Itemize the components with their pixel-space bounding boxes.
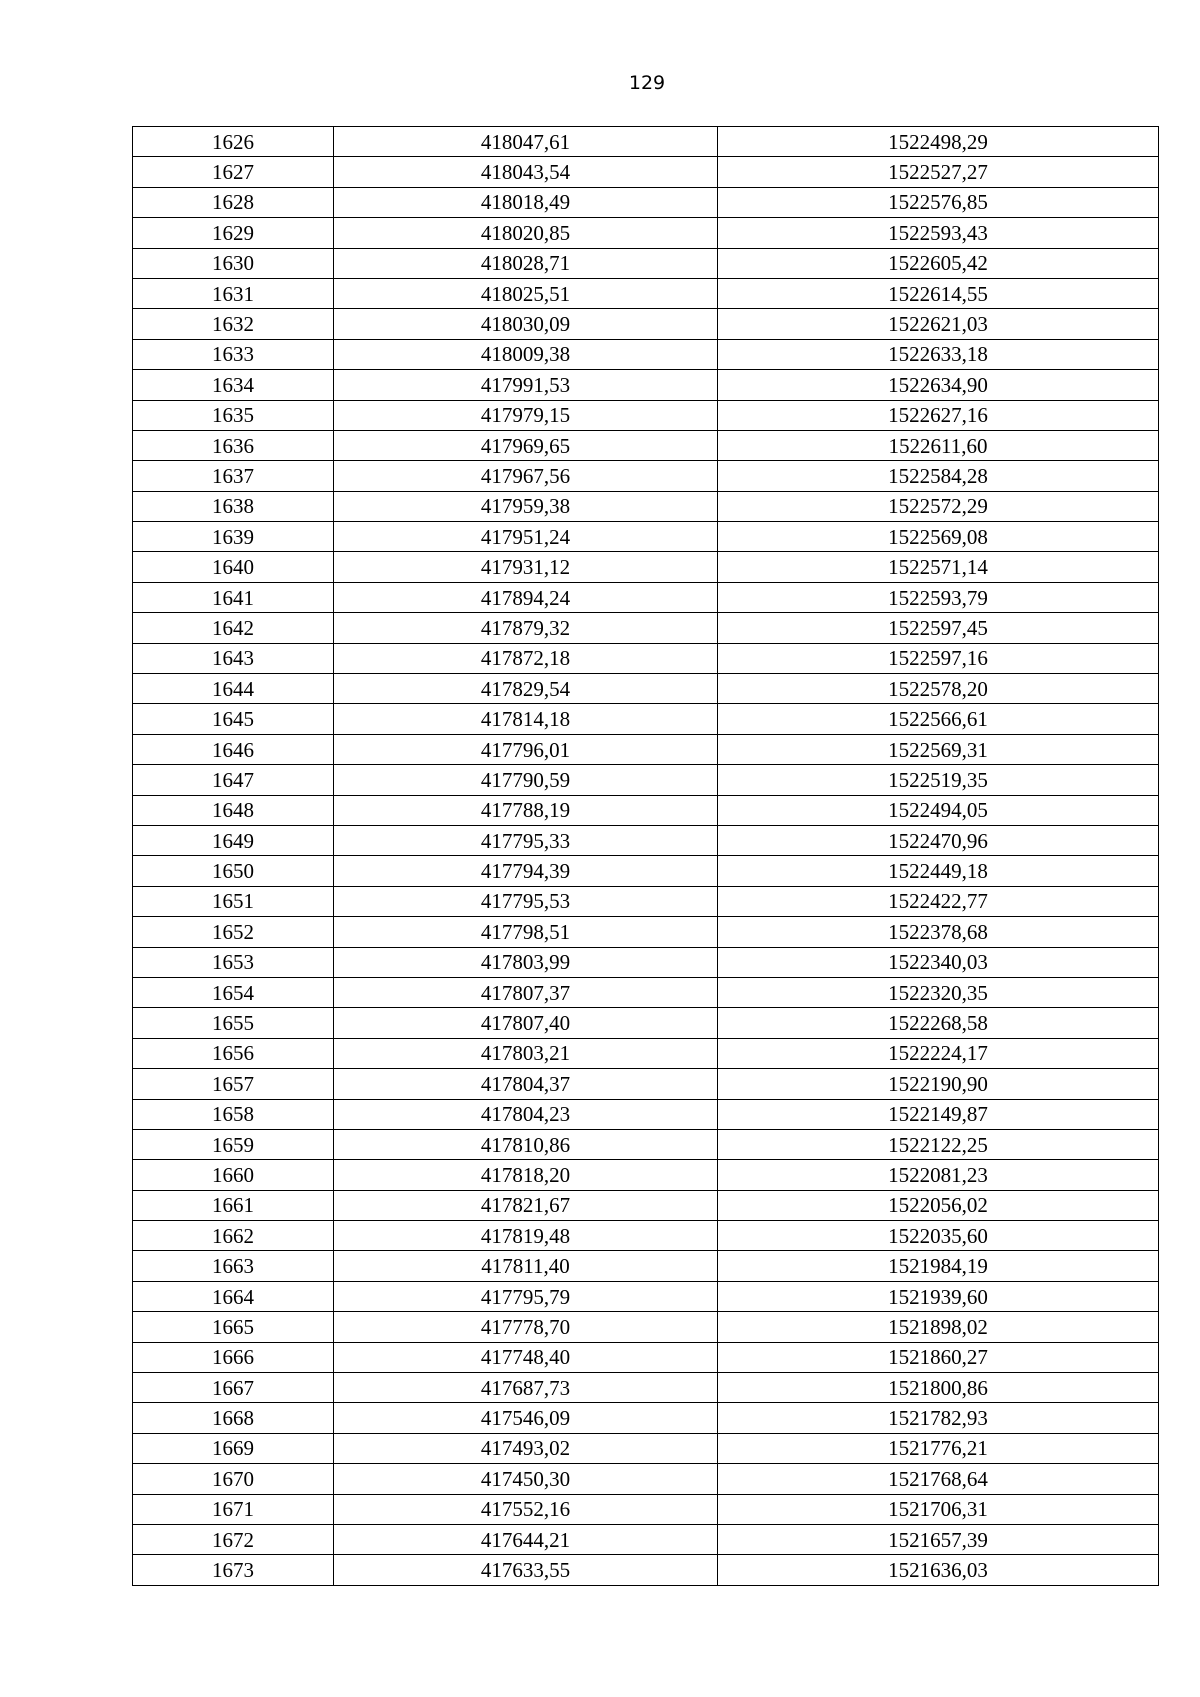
table-row bbox=[133, 1494, 1159, 1524]
x-coordinate-cell: 417810,86 bbox=[334, 1129, 718, 1159]
table-row bbox=[133, 278, 1159, 308]
x-coordinate-cell: 417450,30 bbox=[334, 1464, 718, 1494]
table-row bbox=[133, 248, 1159, 278]
table-row bbox=[133, 370, 1159, 400]
x-coordinate-cell: 417803,21 bbox=[334, 1038, 718, 1068]
y-coordinate-cell: 1521860,27 bbox=[718, 1342, 1159, 1372]
point-number-cell: 1638 bbox=[133, 491, 334, 521]
point-number-cell: 1635 bbox=[133, 400, 334, 430]
point-number-cell: 1665 bbox=[133, 1312, 334, 1342]
point-number-cell: 1669 bbox=[133, 1433, 334, 1463]
point-number-cell: 1652 bbox=[133, 917, 334, 947]
table-row bbox=[133, 1433, 1159, 1463]
table-row bbox=[133, 825, 1159, 855]
y-coordinate-cell: 1522340,03 bbox=[718, 947, 1159, 977]
y-coordinate-cell: 1521782,93 bbox=[718, 1403, 1159, 1433]
x-coordinate-cell: 417894,24 bbox=[334, 582, 718, 612]
y-coordinate-cell: 1521776,21 bbox=[718, 1433, 1159, 1463]
table-row bbox=[133, 1555, 1159, 1585]
y-coordinate-cell: 1521768,64 bbox=[718, 1464, 1159, 1494]
y-coordinate-cell: 1522566,61 bbox=[718, 704, 1159, 734]
y-coordinate-cell: 1522224,17 bbox=[718, 1038, 1159, 1068]
point-number-cell: 1649 bbox=[133, 825, 334, 855]
y-coordinate-cell: 1522569,08 bbox=[718, 522, 1159, 552]
y-coordinate-cell: 1522627,16 bbox=[718, 400, 1159, 430]
table-row bbox=[133, 461, 1159, 491]
point-number-cell: 1644 bbox=[133, 674, 334, 704]
table-row bbox=[133, 1373, 1159, 1403]
table-row bbox=[133, 522, 1159, 552]
table-row bbox=[133, 491, 1159, 521]
x-coordinate-cell: 417819,48 bbox=[334, 1221, 718, 1251]
point-number-cell: 1671 bbox=[133, 1494, 334, 1524]
x-coordinate-cell: 417814,18 bbox=[334, 704, 718, 734]
point-number-cell: 1673 bbox=[133, 1555, 334, 1585]
table-row bbox=[133, 552, 1159, 582]
table-row bbox=[133, 734, 1159, 764]
table-row bbox=[133, 127, 1159, 157]
y-coordinate-cell: 1522584,28 bbox=[718, 461, 1159, 491]
point-number-cell: 1667 bbox=[133, 1373, 334, 1403]
point-number-cell: 1643 bbox=[133, 643, 334, 673]
x-coordinate-cell: 418020,85 bbox=[334, 218, 718, 248]
point-number-cell: 1650 bbox=[133, 856, 334, 886]
table-row bbox=[133, 1190, 1159, 1220]
x-coordinate-cell: 418018,49 bbox=[334, 187, 718, 217]
table-row bbox=[133, 977, 1159, 1007]
point-number-cell: 1658 bbox=[133, 1099, 334, 1129]
x-coordinate-cell: 417795,53 bbox=[334, 886, 718, 916]
page-number: 129 bbox=[628, 72, 666, 94]
x-coordinate-cell: 417788,19 bbox=[334, 795, 718, 825]
table-row bbox=[133, 1281, 1159, 1311]
y-coordinate-cell: 1522190,90 bbox=[718, 1069, 1159, 1099]
point-number-cell: 1637 bbox=[133, 461, 334, 491]
x-coordinate-cell: 417804,37 bbox=[334, 1069, 718, 1099]
point-number-cell: 1636 bbox=[133, 430, 334, 460]
y-coordinate-cell: 1522593,79 bbox=[718, 582, 1159, 612]
point-number-cell: 1631 bbox=[133, 278, 334, 308]
x-coordinate-cell: 417803,99 bbox=[334, 947, 718, 977]
y-coordinate-cell: 1522378,68 bbox=[718, 917, 1159, 947]
x-coordinate-cell: 417794,39 bbox=[334, 856, 718, 886]
y-coordinate-cell: 1522494,05 bbox=[718, 795, 1159, 825]
x-coordinate-cell: 417818,20 bbox=[334, 1160, 718, 1190]
table-row bbox=[133, 1403, 1159, 1433]
point-number-cell: 1664 bbox=[133, 1281, 334, 1311]
table-row bbox=[133, 339, 1159, 369]
point-number-cell: 1632 bbox=[133, 309, 334, 339]
point-number-cell: 1647 bbox=[133, 765, 334, 795]
y-coordinate-cell: 1522605,42 bbox=[718, 248, 1159, 278]
y-coordinate-cell: 1522572,29 bbox=[718, 491, 1159, 521]
y-coordinate-cell: 1522422,77 bbox=[718, 886, 1159, 916]
table-row bbox=[133, 704, 1159, 734]
x-coordinate-cell: 417959,38 bbox=[334, 491, 718, 521]
x-coordinate-cell: 417807,40 bbox=[334, 1008, 718, 1038]
table-row bbox=[133, 582, 1159, 612]
point-number-cell: 1634 bbox=[133, 370, 334, 400]
x-coordinate-cell: 417546,09 bbox=[334, 1403, 718, 1433]
y-coordinate-cell: 1522621,03 bbox=[718, 309, 1159, 339]
y-coordinate-cell: 1522519,35 bbox=[718, 765, 1159, 795]
y-coordinate-cell: 1521657,39 bbox=[718, 1524, 1159, 1554]
x-coordinate-cell: 417991,53 bbox=[334, 370, 718, 400]
table-row bbox=[133, 1160, 1159, 1190]
x-coordinate-cell: 417821,67 bbox=[334, 1190, 718, 1220]
point-number-cell: 1628 bbox=[133, 187, 334, 217]
x-coordinate-cell: 418043,54 bbox=[334, 157, 718, 187]
x-coordinate-cell: 417633,55 bbox=[334, 1555, 718, 1585]
point-number-cell: 1666 bbox=[133, 1342, 334, 1372]
x-coordinate-cell: 417829,54 bbox=[334, 674, 718, 704]
y-coordinate-cell: 1521636,03 bbox=[718, 1555, 1159, 1585]
table-row bbox=[133, 1008, 1159, 1038]
point-number-cell: 1668 bbox=[133, 1403, 334, 1433]
point-number-cell: 1672 bbox=[133, 1524, 334, 1554]
y-coordinate-cell: 1522597,16 bbox=[718, 643, 1159, 673]
table-row bbox=[133, 157, 1159, 187]
point-number-cell: 1646 bbox=[133, 734, 334, 764]
x-coordinate-cell: 418009,38 bbox=[334, 339, 718, 369]
y-coordinate-cell: 1522056,02 bbox=[718, 1190, 1159, 1220]
x-coordinate-cell: 417687,73 bbox=[334, 1373, 718, 1403]
x-coordinate-cell: 417967,56 bbox=[334, 461, 718, 491]
x-coordinate-cell: 417807,37 bbox=[334, 977, 718, 1007]
x-coordinate-cell: 417795,33 bbox=[334, 825, 718, 855]
point-number-cell: 1651 bbox=[133, 886, 334, 916]
point-number-cell: 1661 bbox=[133, 1190, 334, 1220]
y-coordinate-cell: 1522498,29 bbox=[718, 127, 1159, 157]
table-row bbox=[133, 643, 1159, 673]
x-coordinate-cell: 417979,15 bbox=[334, 400, 718, 430]
table-row bbox=[133, 1342, 1159, 1372]
point-number-cell: 1657 bbox=[133, 1069, 334, 1099]
y-coordinate-cell: 1521939,60 bbox=[718, 1281, 1159, 1311]
table-row bbox=[133, 1099, 1159, 1129]
x-coordinate-cell: 417795,79 bbox=[334, 1281, 718, 1311]
table-row bbox=[133, 1069, 1159, 1099]
x-coordinate-cell: 418030,09 bbox=[334, 309, 718, 339]
x-coordinate-cell: 417804,23 bbox=[334, 1099, 718, 1129]
point-number-cell: 1662 bbox=[133, 1221, 334, 1251]
y-coordinate-cell: 1522569,31 bbox=[718, 734, 1159, 764]
x-coordinate-cell: 417790,59 bbox=[334, 765, 718, 795]
coordinates-table-body bbox=[133, 127, 1159, 1586]
point-number-cell: 1648 bbox=[133, 795, 334, 825]
x-coordinate-cell: 417872,18 bbox=[334, 643, 718, 673]
point-number-cell: 1670 bbox=[133, 1464, 334, 1494]
x-coordinate-cell: 417931,12 bbox=[334, 552, 718, 582]
y-coordinate-cell: 1522576,85 bbox=[718, 187, 1159, 217]
y-coordinate-cell: 1522634,90 bbox=[718, 370, 1159, 400]
table-row bbox=[133, 947, 1159, 977]
table-row bbox=[133, 917, 1159, 947]
point-number-cell: 1654 bbox=[133, 977, 334, 1007]
point-number-cell: 1633 bbox=[133, 339, 334, 369]
point-number-cell: 1642 bbox=[133, 613, 334, 643]
point-number-cell: 1645 bbox=[133, 704, 334, 734]
table-row bbox=[133, 218, 1159, 248]
y-coordinate-cell: 1522122,25 bbox=[718, 1129, 1159, 1159]
x-coordinate-cell: 417778,70 bbox=[334, 1312, 718, 1342]
point-number-cell: 1630 bbox=[133, 248, 334, 278]
x-coordinate-cell: 417644,21 bbox=[334, 1524, 718, 1554]
y-coordinate-cell: 1522470,96 bbox=[718, 825, 1159, 855]
x-coordinate-cell: 418028,71 bbox=[334, 248, 718, 278]
y-coordinate-cell: 1522449,18 bbox=[718, 856, 1159, 886]
table-row bbox=[133, 400, 1159, 430]
point-number-cell: 1640 bbox=[133, 552, 334, 582]
point-number-cell: 1639 bbox=[133, 522, 334, 552]
y-coordinate-cell: 1522597,45 bbox=[718, 613, 1159, 643]
y-coordinate-cell: 1522035,60 bbox=[718, 1221, 1159, 1251]
y-coordinate-cell: 1522593,43 bbox=[718, 218, 1159, 248]
y-coordinate-cell: 1522320,35 bbox=[718, 977, 1159, 1007]
y-coordinate-cell: 1522578,20 bbox=[718, 674, 1159, 704]
y-coordinate-cell: 1521984,19 bbox=[718, 1251, 1159, 1281]
x-coordinate-cell: 417879,32 bbox=[334, 613, 718, 643]
point-number-cell: 1655 bbox=[133, 1008, 334, 1038]
x-coordinate-cell: 418025,51 bbox=[334, 278, 718, 308]
table-row bbox=[133, 1524, 1159, 1554]
x-coordinate-cell: 417798,51 bbox=[334, 917, 718, 947]
table-row bbox=[133, 795, 1159, 825]
point-number-cell: 1626 bbox=[133, 127, 334, 157]
table-row bbox=[133, 1312, 1159, 1342]
y-coordinate-cell: 1522081,23 bbox=[718, 1160, 1159, 1190]
y-coordinate-cell: 1522527,27 bbox=[718, 157, 1159, 187]
x-coordinate-cell: 417969,65 bbox=[334, 430, 718, 460]
y-coordinate-cell: 1521800,86 bbox=[718, 1373, 1159, 1403]
table-row bbox=[133, 856, 1159, 886]
table-row bbox=[133, 613, 1159, 643]
table-row bbox=[133, 1221, 1159, 1251]
x-coordinate-cell: 417552,16 bbox=[334, 1494, 718, 1524]
y-coordinate-cell: 1522571,14 bbox=[718, 552, 1159, 582]
y-coordinate-cell: 1522611,60 bbox=[718, 430, 1159, 460]
x-coordinate-cell: 417748,40 bbox=[334, 1342, 718, 1372]
y-coordinate-cell: 1521898,02 bbox=[718, 1312, 1159, 1342]
table-row bbox=[133, 1464, 1159, 1494]
table-row bbox=[133, 1129, 1159, 1159]
x-coordinate-cell: 418047,61 bbox=[334, 127, 718, 157]
table-row bbox=[133, 886, 1159, 916]
table-row bbox=[133, 765, 1159, 795]
point-number-cell: 1627 bbox=[133, 157, 334, 187]
y-coordinate-cell: 1521706,31 bbox=[718, 1494, 1159, 1524]
table-row bbox=[133, 430, 1159, 460]
coordinates-table bbox=[132, 126, 1159, 1586]
y-coordinate-cell: 1522268,58 bbox=[718, 1008, 1159, 1038]
x-coordinate-cell: 417811,40 bbox=[334, 1251, 718, 1281]
point-number-cell: 1629 bbox=[133, 218, 334, 248]
x-coordinate-cell: 417493,02 bbox=[334, 1433, 718, 1463]
point-number-cell: 1653 bbox=[133, 947, 334, 977]
point-number-cell: 1663 bbox=[133, 1251, 334, 1281]
point-number-cell: 1656 bbox=[133, 1038, 334, 1068]
table-row bbox=[133, 1251, 1159, 1281]
table-row bbox=[133, 187, 1159, 217]
x-coordinate-cell: 417951,24 bbox=[334, 522, 718, 552]
table-row bbox=[133, 309, 1159, 339]
table-row bbox=[133, 1038, 1159, 1068]
point-number-cell: 1659 bbox=[133, 1129, 334, 1159]
point-number-cell: 1660 bbox=[133, 1160, 334, 1190]
x-coordinate-cell: 417796,01 bbox=[334, 734, 718, 764]
y-coordinate-cell: 1522149,87 bbox=[718, 1099, 1159, 1129]
y-coordinate-cell: 1522633,18 bbox=[718, 339, 1159, 369]
table-row bbox=[133, 674, 1159, 704]
y-coordinate-cell: 1522614,55 bbox=[718, 278, 1159, 308]
point-number-cell: 1641 bbox=[133, 582, 334, 612]
